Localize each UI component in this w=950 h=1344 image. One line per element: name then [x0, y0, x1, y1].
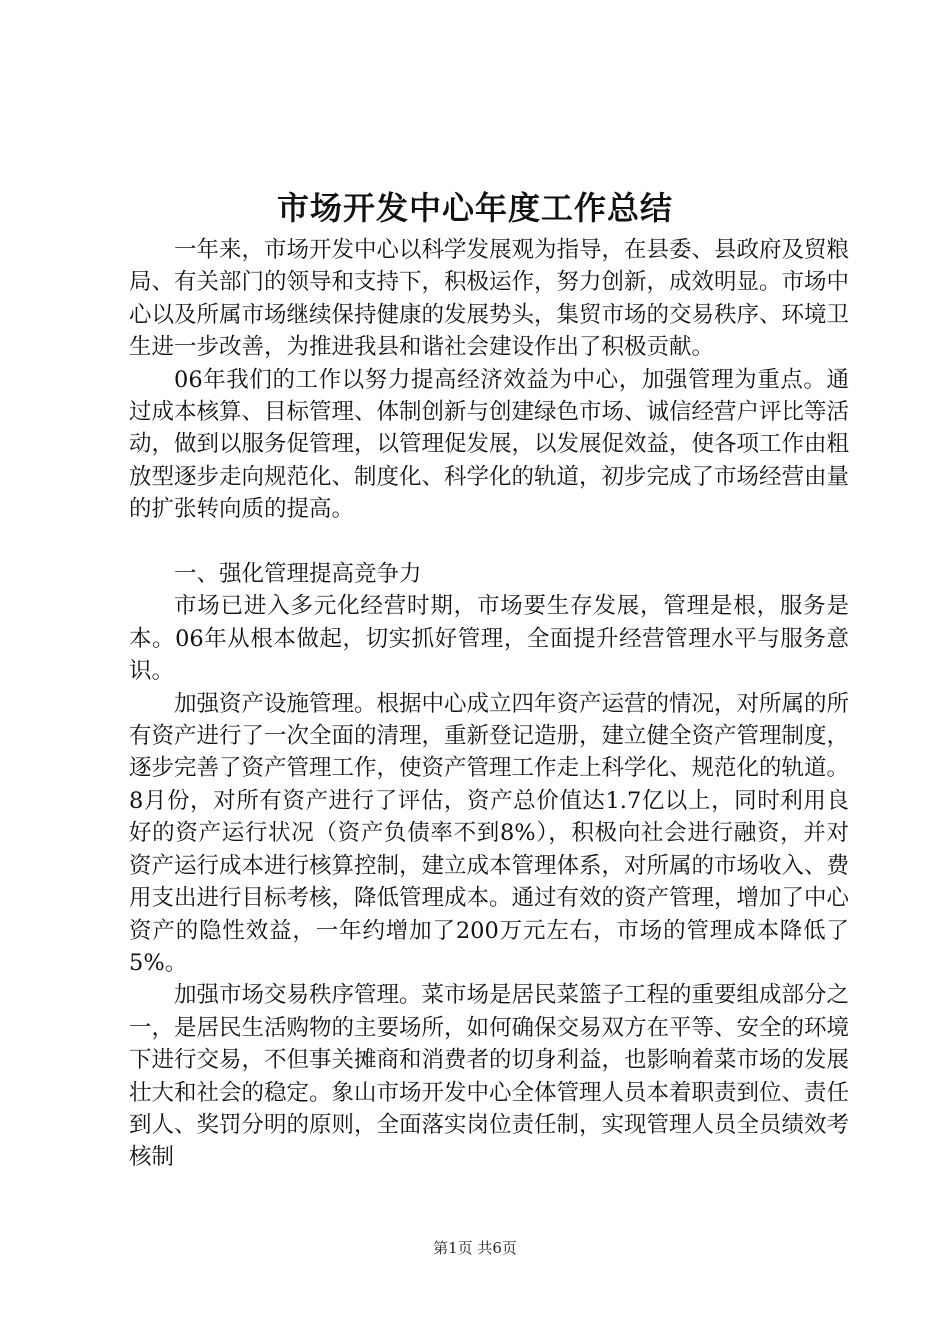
paragraph-summary: 06年我们的工作以努力提高经济效益为中心，加强管理为重点。通过成本核算、目标管理、体制创新与创建绿色市场、诚信经营户评比等活动，做到以服务促管理，以管理促发展，以发展促效益，使各项工作由粗放型逐步走向规范化、制度化、科学化的轨道，初步完成了市场经营由量的扩张转向质的提高。 [129, 366, 850, 523]
paragraph-intro: 一年来，市场开发中心以科学发展观为指导，在县委、县政府及贸粮局、有关部门的领导和支持下，积极运作，努力创新，成效明显。市场中心以及所属市场继续保持健康的发展势头，集贸市场的交易秩序、环境卫生进一步改善，为推进我县和谐社会建设作出了积极贡献。 [129, 237, 850, 361]
paragraph-market-order: 加强市场交易秩序管理。菜市场是居民菜篮子工程的重要组成部分之一，是居民生活购物的主要场所，如何确保交易双方在平等、安全的环境下进行交易，不但事关摊商和消费者的切身利益，也影响着菜市场的发展壮大和社会的稳定。象山市场开发中心全体管理人员本着职责到位、责任到人、奖罚分明的原则，全面落实岗位责任制，实现管理人员全员绩效考核制 [129, 982, 850, 1171]
paragraph-assets: 加强资产设施管理。根据中心成立四年资产运营的情况，对所属的所有资产进行了一次全面的清理，重新登记造册，建立健全资产管理制度，逐步完善了资产管理工作，使资产管理工作走上科学化、规范化的轨道。8月份，对所有资产进行了评估，资产总价值达1.7亿以上，同时利用良好的资产运行状况（资产负债率不到8%），积极向社会进行融资，并对资产运行成本进行核算控制，建立成本管理体系，对所属的市场收入、费用支出进行目标考核，降低管理成本。通过有效的资产管理，增加了中心资产的隐性效益，一年约增加了200万元左右，市场的管理成本降低了5%。 [129, 690, 850, 976]
document-body [129, 234, 849, 1174]
paragraph-management: 市场已进入多元化经营时期，市场要生存发展，管理是根，服务是本。06年从根本做起，切实抓好管理，全面提升经营管理水平与服务意识。 [129, 593, 849, 685]
document-title: 市场开发中心年度工作总结 [276, 189, 673, 227]
page-number-footer: 第1页 共6页 [433, 1239, 517, 1257]
section-heading: 一、强化管理提高竞争力 [174, 561, 422, 588]
